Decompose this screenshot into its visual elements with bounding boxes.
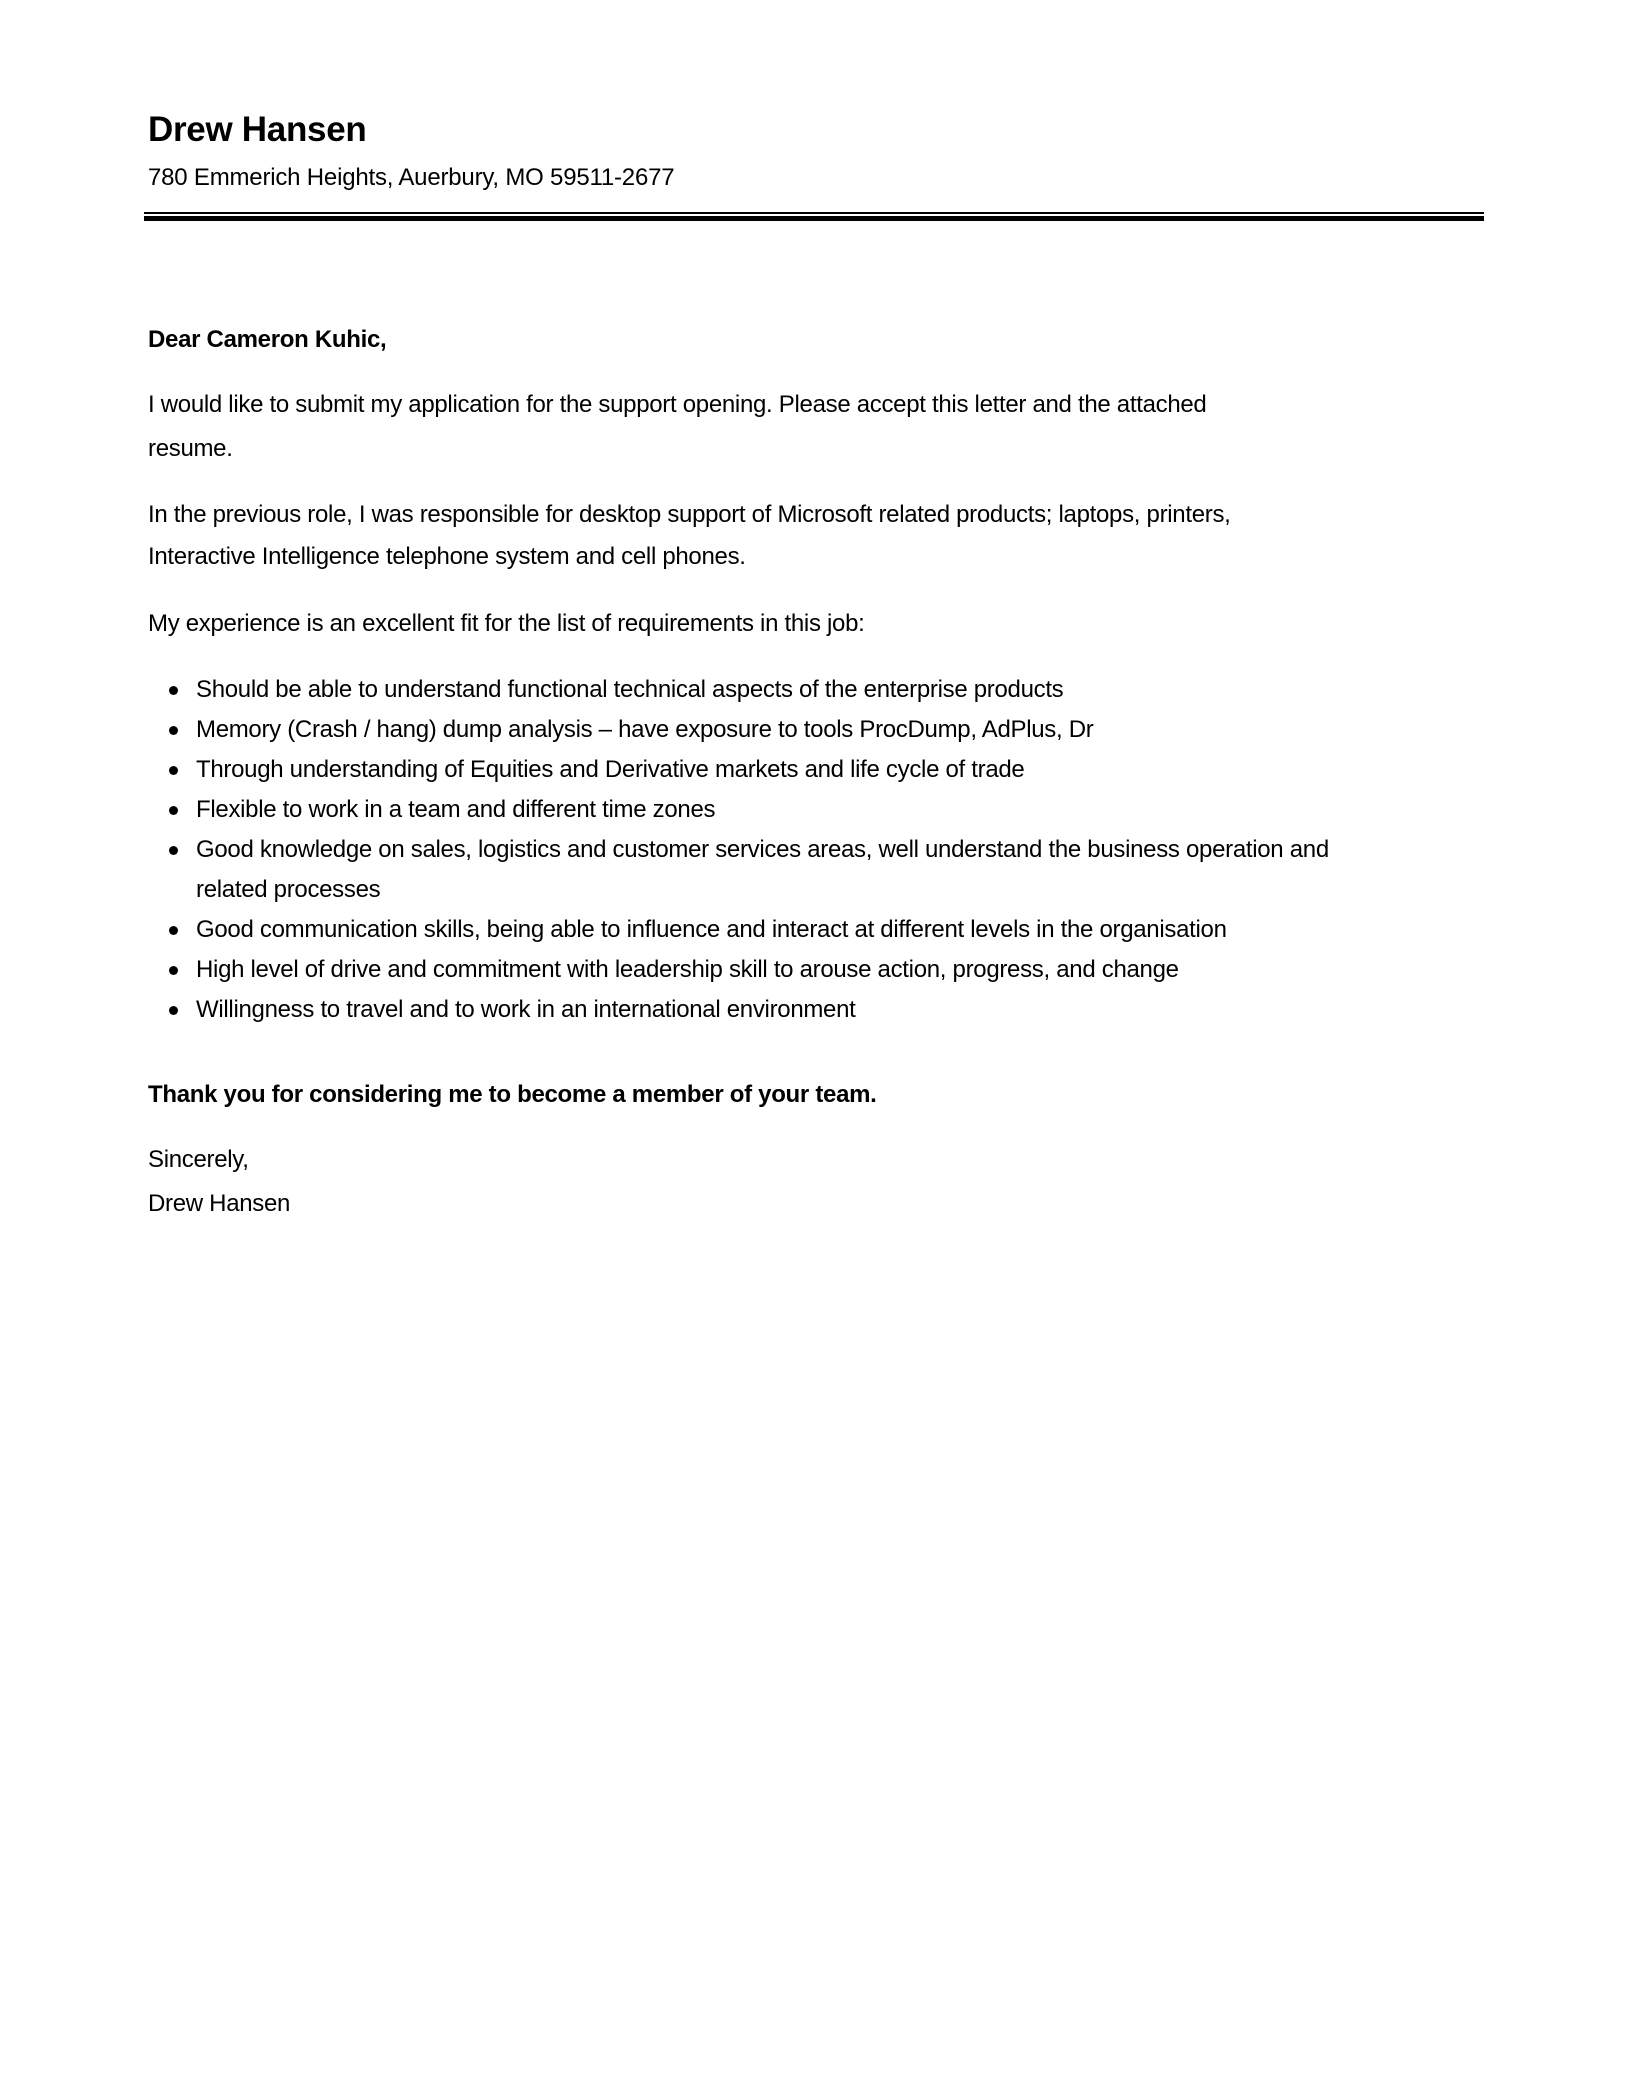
bullet-icon: [169, 966, 178, 975]
sender-name: Drew Hansen: [148, 110, 367, 149]
closing-statement: Thank you for considering me to become a member of your team.: [148, 1081, 877, 1108]
bullet-icon: [169, 806, 178, 815]
list-item: Flexible to work in a team and different time zones: [148, 790, 1488, 830]
bullet-icon: [169, 726, 178, 735]
requirements-list: [148, 670, 1488, 1030]
bullet-icon: [169, 846, 178, 855]
list-item: Good communication skills, being able to influence and interact at different levels in the organisation: [148, 910, 1488, 950]
paragraph-3: My experience is an excellent fit for the list of requirements in this job:: [148, 610, 865, 637]
paragraph-1-line-1: I would like to submit my application for the support opening. Please accept this letter and the attached: [148, 391, 1207, 418]
sender-address: 780 Emmerich Heights, Auerbury, MO 59511-2677: [148, 164, 675, 191]
paragraph-2-line-2: Interactive Intelligence telephone system and cell phones.: [148, 543, 746, 570]
list-item: Good knowledge on sales, logistics and customer services areas, well understand the business operation and related processes: [148, 830, 1396, 910]
bullet-icon: [169, 926, 178, 935]
list-item: Should be able to understand functional technical aspects of the enterprise products: [148, 670, 1488, 710]
signoff: Sincerely,: [148, 1146, 249, 1173]
salutation: Dear Cameron Kuhic,: [148, 326, 387, 353]
paragraph-2-line-1: In the previous role, I was responsible for desktop support of Microsoft related products; laptops, printers,: [148, 501, 1231, 528]
list-item: Willingness to travel and to work in an international environment: [148, 990, 1488, 1030]
list-item: High level of drive and commitment with leadership skill to arouse action, progress, and change: [148, 950, 1488, 990]
bullet-icon: [169, 766, 178, 775]
bullet-icon: [169, 686, 178, 695]
paragraph-1-line-2: resume.: [148, 435, 233, 462]
header-divider: [144, 212, 1484, 221]
list-item: Through understanding of Equities and Derivative markets and life cycle of trade: [148, 750, 1488, 790]
signature: Drew Hansen: [148, 1190, 291, 1217]
list-item: Memory (Crash / hang) dump analysis – have exposure to tools ProcDump, AdPlus, Dr: [148, 710, 1488, 750]
bullet-icon: [169, 1006, 178, 1015]
